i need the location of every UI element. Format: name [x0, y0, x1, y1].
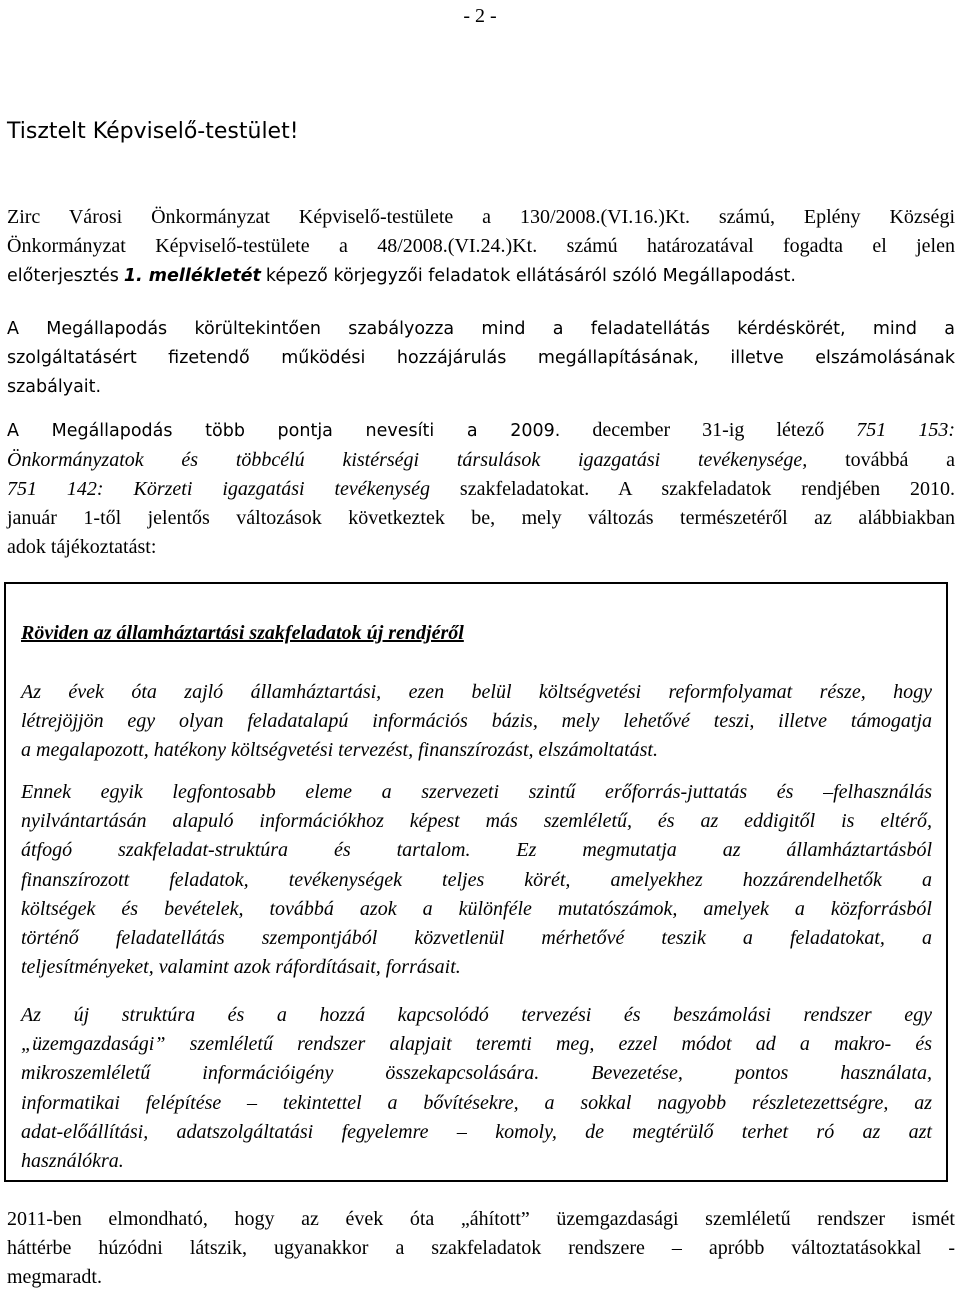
text-fragment: december 31-ig létező: [592, 419, 825, 441]
salutation-heading: Tisztelt Képviselő-testület!: [7, 119, 299, 144]
text-line: költségek és bevételek, továbbá azok a különféle mutatószámok, amelyek a közforrásból: [21, 897, 932, 920]
paragraph-2011-status: [7, 1205, 955, 1292]
text-line: használókra.: [21, 1150, 124, 1173]
info-box-paragraph: [21, 1001, 932, 1176]
text-line: Zirc Városi Önkormányzat Képviselő-testülete a 130/2008.(VI.16.)Kt. számú, Eplény Községi: [7, 206, 955, 228]
task-name: 751 142: Körzeti igazgatási tevékenység: [7, 478, 430, 500]
page-number: - 2 -: [463, 5, 497, 27]
text-line: [7, 416, 955, 446]
paragraph-task-codes: [7, 416, 955, 562]
text-line: informatikai felépítése – tekintettel a bővítésekre, a sokkal nagyobb részletezettségre, az: [21, 1091, 932, 1114]
text-line: teljesítményeket, valamint azok ráfordításait, forrásait.: [21, 956, 461, 979]
paragraph-agreement-intro: [7, 203, 955, 291]
text-line: [7, 475, 955, 504]
info-box-title: Röviden az államháztartási szakfeladatok új rendjéről: [21, 622, 464, 644]
text-line: [7, 261, 955, 291]
text-line: átfogó szakfeladat-struktúra és tartalom. Ez megmutatja az államháztartásból: [21, 839, 932, 862]
annex-reference: 1. mellékletét: [123, 266, 261, 286]
text-line: létrejöjjön egy olyan feladatalapú információs bázis, mely lehetővé teszi, illetve támogatja: [21, 710, 932, 733]
text-line: Önkormányzat Képviselő-testülete a 48/2008.(VI.24.)Kt. számú határozatával fogadta el jelen: [7, 235, 955, 257]
text-line: szabályait.: [7, 377, 102, 397]
text-line: háttérbe húzódni látszik, ugyanakkor a szakfeladatok rendszere – apróbb változtatásokkal -: [7, 1237, 955, 1259]
paragraph-agreement-scope: [7, 315, 955, 402]
text-line: Az új struktúra és a hozzá kapcsolódó tervezési és beszámolási rendszer egy: [21, 1004, 932, 1026]
text-fragment: szakfeladatokat. A szakfeladatok rendjében 2010.: [459, 478, 956, 500]
text-line: történő feladatellátás szempontjából közvetlenül mérhetővé teszik a feladatokat, a: [21, 927, 932, 950]
text-fragment: előterjesztés: [7, 266, 119, 286]
text-line: megmaradt.: [7, 1266, 102, 1288]
text-line: mikroszemléletű információigény összekapcsolására. Bevezetése, pontos használata,: [21, 1062, 932, 1085]
text-line: finanszírozott feladatok, tevékenységek teljes körét, amelyekhez hozzárendelhetők a: [21, 868, 932, 891]
text-line: adok tájékoztatást:: [7, 536, 157, 558]
text-line: Ennek egyik legfontosabb eleme a szervezeti szintű erőforrás-juttatás és –felhasználás: [21, 781, 932, 803]
text-line: adat-előállítási, adatszolgáltatási fegyelemre – komoly, de megtérülő terhet ró az azt: [21, 1120, 932, 1143]
info-box-paragraph: [21, 778, 932, 982]
text-line: szolgáltatásért fizetendő működési hozzájárulás megállapításának, illetve elszámolásának: [7, 348, 955, 368]
info-box: [4, 582, 948, 1182]
text-line: nyilvántartásán alapuló információkhoz képest más szemléletű, és az eddigitől is eltérő,: [21, 810, 932, 833]
text-line: [7, 446, 955, 475]
text-fragment: A Megállapodás több pontja nevesíti a 2009.: [7, 421, 561, 441]
text-fragment: képező körjegyzői feladatok ellátásáról szóló Megállapodást.: [265, 266, 796, 286]
text-line: A Megállapodás körültekintően szabályozza mind a feladatellátás kérdéskörét, mind a: [7, 319, 955, 339]
text-line: Az évek óta zajló államháztartási, ezen belül költségvetési reformfolyamat része, hogy: [21, 681, 932, 703]
text-line: 2011-ben elmondható, hogy az évek óta „áhított” üzemgazdasági szemléletű rendszer ismét: [7, 1208, 955, 1230]
text-line: „üzemgazdasági” szemléletű rendszer alapjait teremti meg, ezzel módot ad a makro- és: [21, 1033, 932, 1056]
task-code: 751 153:: [856, 419, 956, 441]
info-box-paragraph: [21, 678, 932, 766]
text-fragment: továbbá a: [845, 449, 956, 471]
text-line: január 1-től jelentős változások következtek be, mely változás természetéről az alábbiakban: [7, 507, 955, 529]
task-name: Önkormányzatok és többcélú kistérségi társulások igazgatási tevékenysége,: [7, 449, 808, 471]
text-line: a megalapozott, hatékony költségvetési tervezést, finanszírozást, elszámoltatást.: [21, 739, 658, 762]
